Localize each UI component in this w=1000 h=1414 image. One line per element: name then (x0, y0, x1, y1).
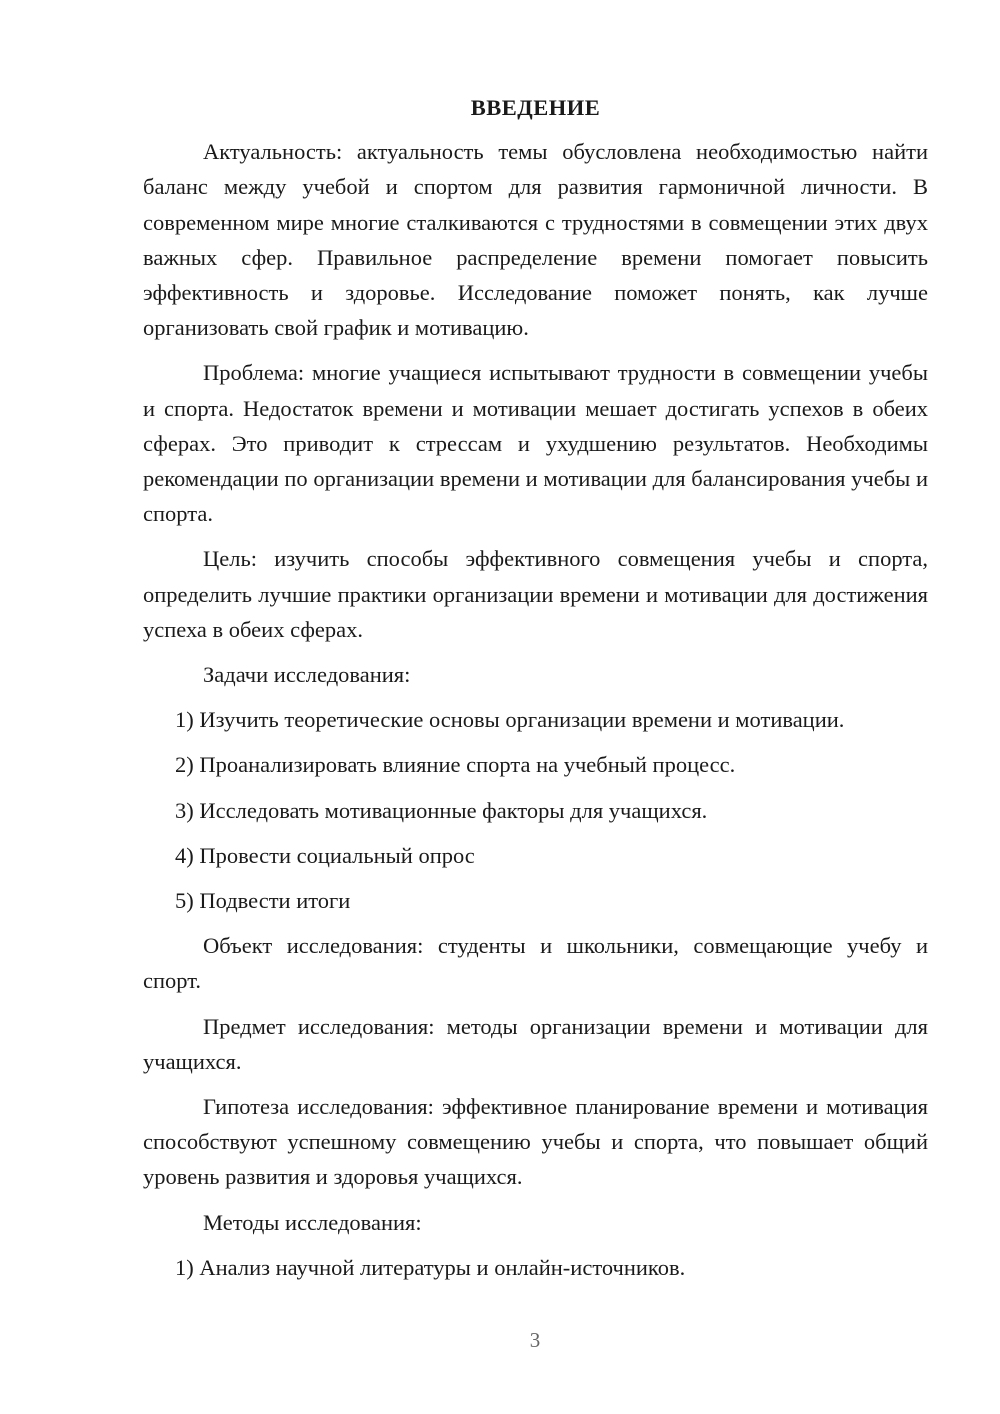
object-paragraph: Объект исследования: студенты и школьники, совмещающие учебу и спорт. (143, 933, 928, 994)
hypothesis-paragraph: Гипотеза исследования: эффективное планирование времени и мотивация способствуют успешному совмещению учебы и спорта, что повышает общий уровень развития и здоровья учащихся. (143, 1094, 928, 1190)
task-item: 4) Провести социальный опрос (175, 842, 475, 868)
tasks-label: Задачи исследования: (203, 662, 411, 688)
page-number: 3 (529, 1328, 541, 1352)
method-item: 1) Анализ научной литературы и онлайн-источников. (175, 1254, 686, 1280)
methods-label: Методы исследования: (203, 1209, 422, 1235)
task-item: 2) Проанализировать влияние спорта на учебный процесс. (175, 752, 736, 778)
problem-paragraph: Проблема: многие учащиеся испытывают трудности в совмещении учебы и спорта. Недостаток времени и мотивации мешает достигать успехов в обеих сферах. Это приводит к стрессам и ухудшению результатов. Необходимы рекомендации по организации времени и мотивации для балансирования учебы и спорта. (143, 360, 928, 527)
task-item: 5) Подвести итоги (175, 888, 351, 914)
subject-paragraph: Предмет исследования: методы организации времени и мотивации для учащихся. (143, 1013, 928, 1074)
page-title: ВВЕДЕНИЕ (470, 95, 601, 120)
task-item: 1) Изучить теоретические основы организации времени и мотивации. (175, 707, 845, 733)
goal-paragraph: Цель: изучить способы эффективного совмещения учебы и спорта, определить лучшие практики организации времени и мотивации для достижения успеха в обеих сферах. (143, 546, 928, 642)
page-content (143, 90, 928, 1295)
relevance-paragraph: Актуальность: актуальность темы обусловлена необходимостью найти баланс между учебой и спортом для развития гармоничной личности. В современном мире многие сталкиваются с трудностями в совмещении этих двух важных сфер. Правильное распределение времени помогает повысить эффективность и здоровье. Исследование поможет понять, как лучше организовать свой график и мотивацию. (143, 139, 928, 341)
task-item: 3) Исследовать мотивационные факторы для учащихся. (175, 797, 708, 823)
